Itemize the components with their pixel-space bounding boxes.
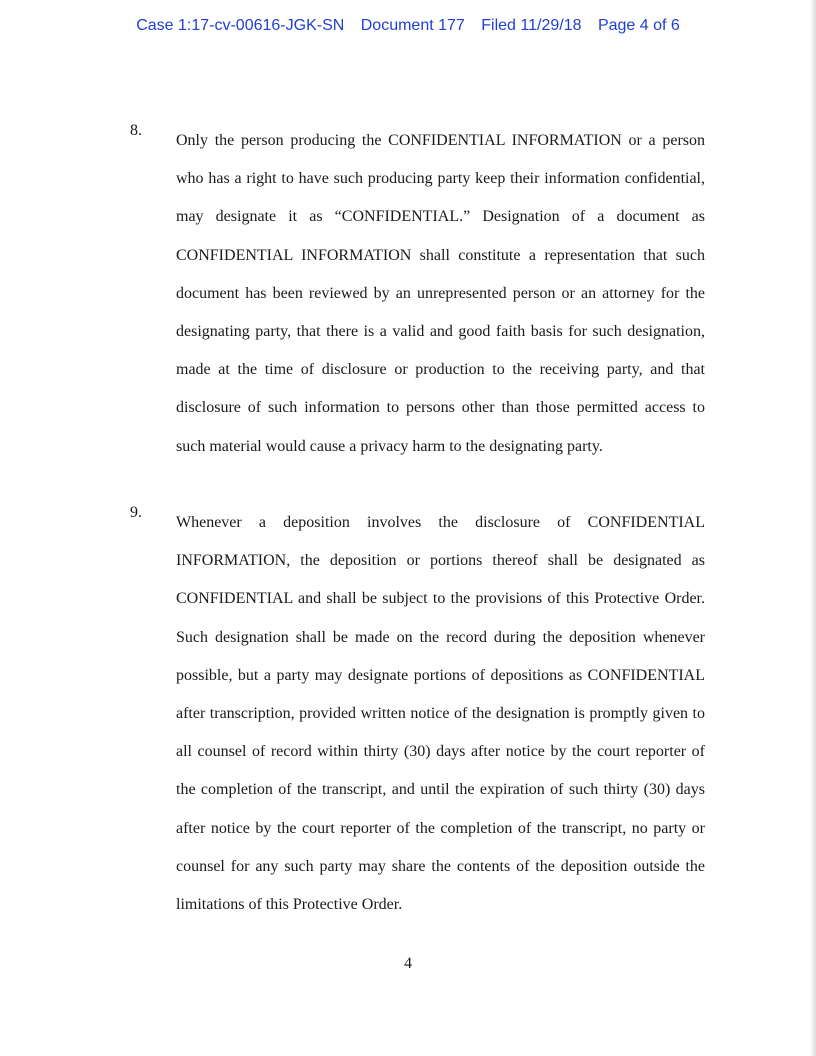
page-edge-shadow — [810, 0, 816, 1056]
paragraph-number: 9. — [130, 504, 142, 521]
filed-date: Filed 11/29/18 — [481, 17, 582, 34]
paragraph-9 — [130, 504, 705, 924]
page-number: 4 — [404, 955, 412, 972]
page-of-pages: Page 4 of 6 — [597, 17, 680, 34]
paragraph-text: Only the person producing the CONFIDENTIAL INFORMATION or a person who has a right to have such producing party keep their information confidential, may designate it as “CONFIDENTIAL.” Designation of a document as CONFIDENTIAL INFORMATION shall constitute a representation that such document has been reviewed by an unrepresented person or an attorney for the designating party, that there is a valid and good faith basis for such designation, made at the time of disclosure or production to the receiving party, and that disclosure of such information to persons other than those permitted access to such material would cause a privacy harm to the designating party. — [176, 132, 705, 455]
paragraph-number: 8. — [130, 122, 142, 139]
paragraph-8 — [130, 122, 705, 466]
paragraph-text: Whenever a deposition involves the disclosure of CONFIDENTIAL INFORMATION, the deposition or portions thereof shall be designated as CONFIDENTIAL and shall be subject to the provisions of this Protective Order. Such designation shall be made on the record during the deposition whenever possible, but a party may designate portions of depositions as CONFIDENTIAL after transcription, provided written notice of the designation is promptly given to all counsel of record within thirty (30) days after notice by the court reporter of the completion of the transcript, and until the expiration of such thirty (30) days after notice by the court reporter of the completion of the transcript, no party or counsel for any such party may share the contents of the deposition outside the limitations of this Protective Order. — [176, 514, 705, 914]
document-number: Document 177 — [360, 17, 465, 34]
ecf-filing-header — [0, 17, 816, 35]
case-number: Case 1:17-cv-00616-JGK-SN — [136, 17, 345, 34]
